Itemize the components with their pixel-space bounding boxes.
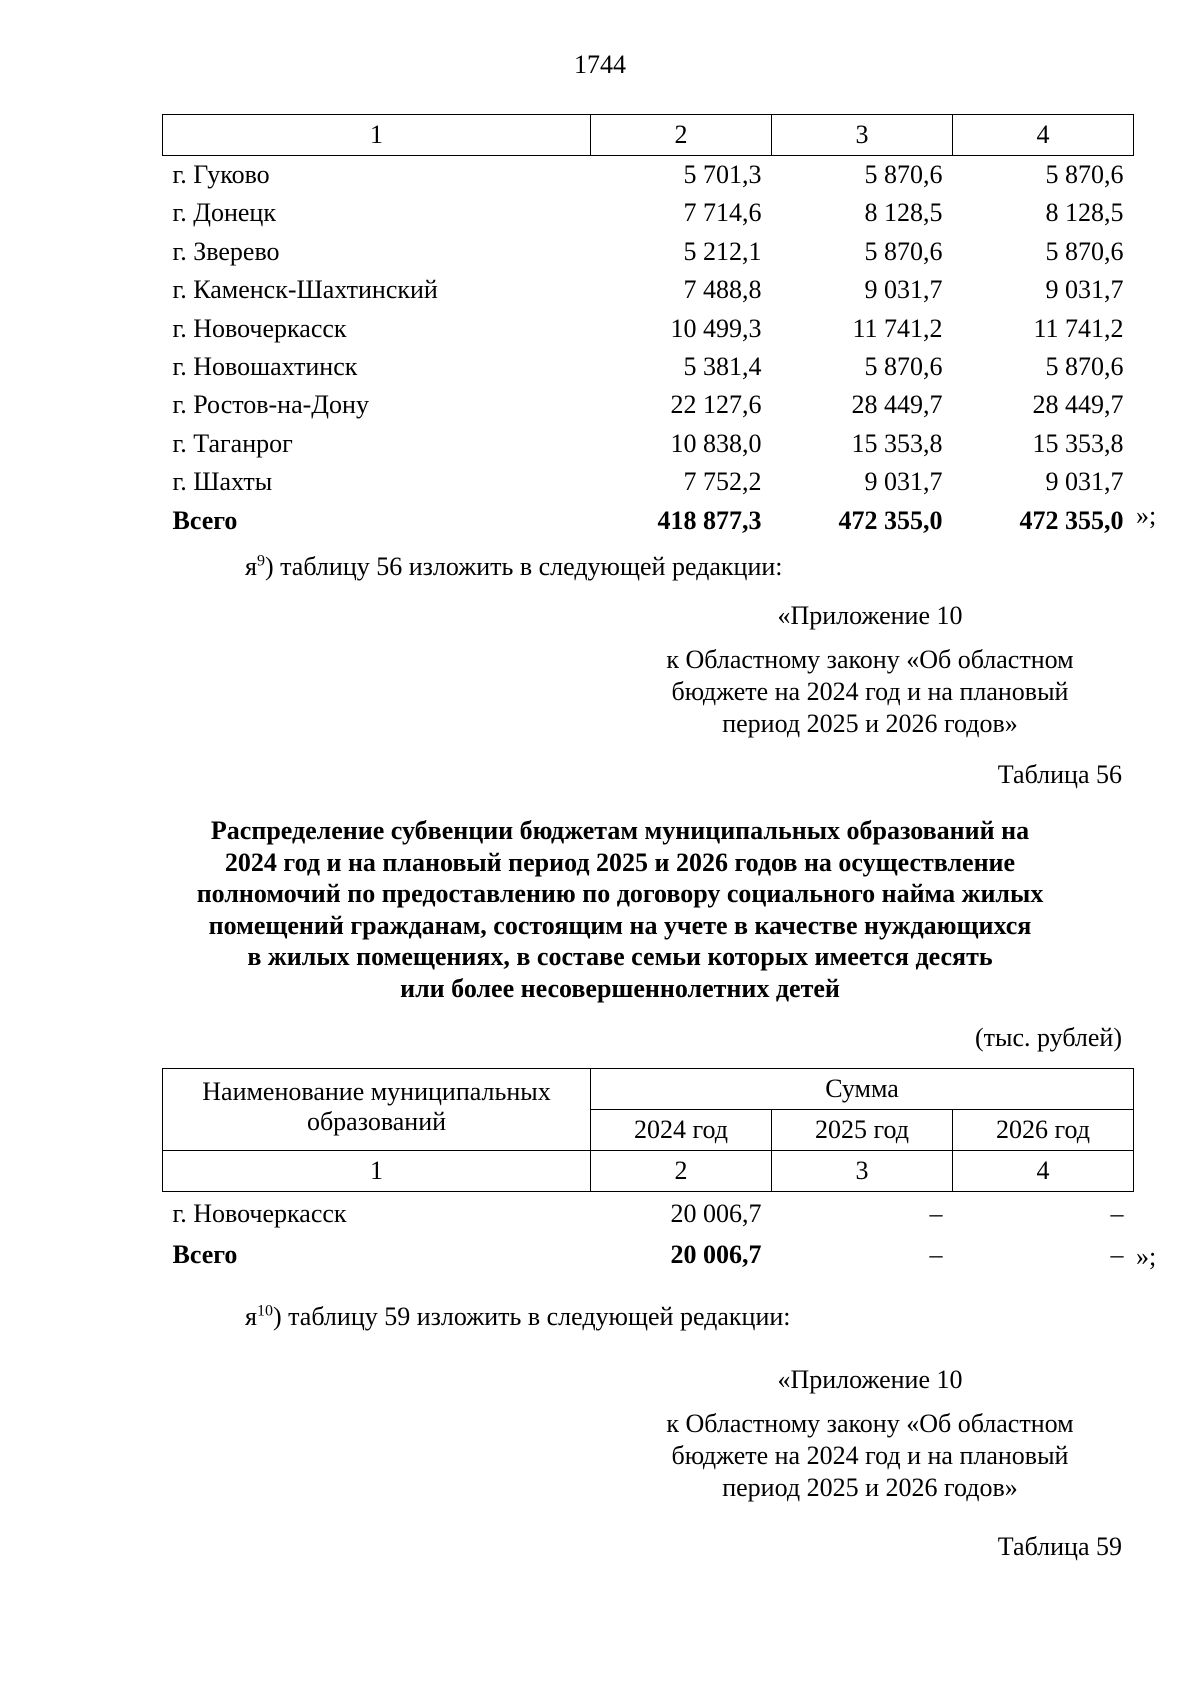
value-2024: 7 714,6 bbox=[683, 198, 762, 228]
total-row bbox=[163, 502, 1134, 540]
table-row bbox=[163, 425, 1134, 463]
page-number: 1744 bbox=[574, 50, 626, 79]
total-2025: 472 355,0 bbox=[838, 505, 943, 535]
paragraph-superscript: 10 bbox=[256, 1302, 273, 1320]
value-2024: 10 499,3 bbox=[670, 313, 762, 343]
column-number-row bbox=[163, 1151, 1134, 1192]
municipality-name: г. Гуково bbox=[172, 160, 270, 189]
column-number-cell: 4 bbox=[953, 115, 1134, 156]
year-header: 2024 год bbox=[591, 1110, 772, 1151]
table-row bbox=[163, 194, 1134, 232]
value-2026: 8 128,5 bbox=[1045, 198, 1124, 228]
value-2025: – bbox=[929, 1198, 943, 1228]
municipality-name: г. Шахты bbox=[172, 467, 273, 497]
table-row bbox=[163, 348, 1134, 386]
municipality-name: г. Таганрог bbox=[172, 428, 293, 458]
value-2026: 5 870,6 bbox=[1045, 160, 1124, 189]
table-row bbox=[163, 310, 1134, 348]
municipality-name: г. Зверево bbox=[172, 236, 280, 266]
value-2024: 22 127,6 bbox=[670, 390, 762, 420]
municipality-name: г. Новочеркасск bbox=[172, 313, 347, 343]
total-row bbox=[163, 1236, 1134, 1274]
value-2026: 15 353,8 bbox=[1032, 428, 1124, 458]
value-2024: 20 006,7 bbox=[670, 1198, 762, 1228]
column-number-cell: 1 bbox=[163, 1151, 591, 1192]
value-2025: 11 741,2 bbox=[852, 313, 943, 343]
table-row bbox=[163, 233, 1134, 271]
total-2024: 418 877,3 bbox=[657, 505, 762, 535]
value-2024: 5 381,4 bbox=[683, 352, 762, 382]
units-label: (тыс. рублей) bbox=[974, 1023, 1122, 1052]
column-number-cell: 2 bbox=[591, 115, 772, 156]
appendix-line: период 2025 и 2026 годов» bbox=[722, 1473, 1018, 1502]
year-header: 2025 год bbox=[772, 1110, 953, 1151]
column-number-cell: 3 bbox=[772, 1151, 953, 1192]
appendix-line: «Приложение 10 bbox=[777, 601, 963, 630]
appendix-line: бюджете на 2024 год и на плановый bbox=[671, 677, 1069, 706]
table-row bbox=[163, 1192, 1134, 1237]
total-2025: – bbox=[929, 1240, 943, 1269]
title-line: Распределение субвенции бюджетам муниципальных образований на bbox=[210, 816, 1030, 845]
paragraph-text: ) таблицу 59 изложить в следующей редакции: bbox=[272, 1302, 791, 1331]
header-line: Наименование муниципальных bbox=[202, 1077, 551, 1106]
amendment-paragraph bbox=[245, 552, 783, 582]
paragraph-superscript: 9 bbox=[256, 552, 265, 570]
year-header: 2026 год bbox=[953, 1110, 1134, 1151]
value-2025: 5 870,6 bbox=[864, 160, 943, 189]
municipality-name: г. Новочеркасск bbox=[172, 1199, 347, 1228]
table-row bbox=[163, 463, 1134, 501]
appendix-line: «Приложение 10 bbox=[777, 1365, 963, 1394]
title-line: в жилых помещениях, в составе семьи которых имеется десять bbox=[247, 942, 993, 971]
appendix-line: к Областному закону «Об областном bbox=[666, 1409, 1074, 1438]
subsidy-table-continuation bbox=[162, 114, 1134, 540]
value-2024: 10 838,0 bbox=[670, 428, 762, 458]
table-label: Таблица 59 bbox=[997, 1532, 1122, 1561]
value-2025: 15 353,8 bbox=[851, 428, 943, 458]
title-line: помещений гражданам, состоящим на учете в качестве нуждающихся bbox=[208, 910, 1032, 940]
municipality-name: г. Новошахтинск bbox=[172, 352, 358, 382]
title-line: полномочий по предоставлению по договору социального найма жилых bbox=[196, 879, 1044, 908]
appendix-block bbox=[640, 1408, 1100, 1504]
value-2024: 5 212,1 bbox=[683, 236, 762, 266]
value-2025: 28 449,7 bbox=[851, 390, 943, 420]
municipality-name: г. Каменск-Шахтинский bbox=[172, 275, 438, 305]
column-number-cell: 3 bbox=[772, 115, 953, 156]
value-2026: 5 870,6 bbox=[1045, 236, 1124, 266]
municipality-name: г. Донецк bbox=[172, 198, 276, 228]
appendix-line: период 2025 и 2026 годов» bbox=[722, 709, 1018, 738]
closing-quote: »; bbox=[1136, 1242, 1157, 1271]
table-row bbox=[163, 271, 1134, 309]
table-row bbox=[163, 156, 1134, 195]
total-label: Всего bbox=[172, 1240, 238, 1270]
value-2026: – bbox=[1110, 1198, 1124, 1228]
value-2024: 7 488,8 bbox=[683, 275, 762, 305]
table-title bbox=[160, 815, 1080, 1004]
total-2026: – bbox=[1110, 1240, 1124, 1269]
header-line: образований bbox=[306, 1107, 447, 1136]
paragraph-text: ) таблицу 56 изложить в следующей редакции: bbox=[264, 552, 783, 581]
value-2024: 7 752,2 bbox=[683, 467, 762, 497]
total-label: Всего bbox=[172, 505, 238, 535]
value-2025: 5 870,6 bbox=[864, 236, 943, 266]
value-2026: 11 741,2 bbox=[1033, 313, 1124, 343]
table-row bbox=[163, 386, 1134, 424]
value-2026: 9 031,7 bbox=[1045, 467, 1124, 497]
value-2025: 9 031,7 bbox=[864, 467, 943, 497]
column-number-row bbox=[163, 115, 1134, 156]
table-56 bbox=[162, 1068, 1134, 1274]
header-row bbox=[163, 1069, 1134, 1110]
paragraph-prefix: я bbox=[245, 1302, 257, 1331]
closing-quote: »; bbox=[1136, 501, 1157, 530]
table-label: Таблица 56 bbox=[997, 760, 1122, 789]
appendix-line: к Областному закону «Об областном bbox=[666, 645, 1074, 674]
sum-header: Сумма bbox=[591, 1069, 1134, 1110]
municipality-name: г. Ростов-на-Дону bbox=[172, 390, 369, 420]
value-2026: 5 870,6 bbox=[1045, 352, 1124, 382]
value-2025: 8 128,5 bbox=[864, 198, 943, 228]
name-column-header bbox=[163, 1069, 591, 1151]
title-line: или более несовершеннолетних детей bbox=[400, 973, 840, 1003]
paragraph-prefix: я bbox=[245, 552, 257, 581]
total-2024: 20 006,7 bbox=[670, 1240, 762, 1269]
total-2026: 472 355,0 bbox=[1019, 505, 1124, 535]
value-2025: 9 031,7 bbox=[864, 275, 943, 305]
amendment-paragraph bbox=[245, 1302, 791, 1332]
column-number-cell: 2 bbox=[591, 1151, 772, 1192]
appendix-block bbox=[640, 644, 1100, 740]
title-line: 2024 год и на плановый период 2025 и 2026 годов на осуществление bbox=[224, 847, 1016, 877]
value-2026: 9 031,7 bbox=[1045, 275, 1124, 305]
value-2025: 5 870,6 bbox=[864, 352, 943, 382]
value-2024: 5 701,3 bbox=[683, 160, 762, 189]
appendix-line: бюджете на 2024 год и на плановый bbox=[671, 1441, 1069, 1470]
column-number-cell: 1 bbox=[163, 115, 591, 156]
column-number-cell: 4 bbox=[953, 1151, 1134, 1192]
value-2026: 28 449,7 bbox=[1032, 390, 1124, 420]
